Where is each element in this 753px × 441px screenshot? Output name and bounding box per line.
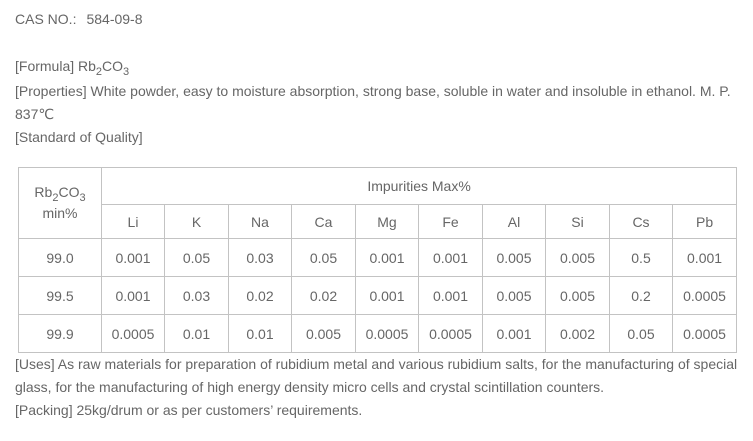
table-corner-header bbox=[19, 168, 102, 239]
corner-formula bbox=[19, 182, 101, 203]
cas-line bbox=[15, 8, 745, 31]
value-cell: 0.005 bbox=[546, 277, 610, 315]
formula-part: CO bbox=[102, 58, 124, 74]
table-row bbox=[19, 277, 737, 315]
cas-label: CAS NO.: bbox=[15, 11, 77, 27]
value-cell: 0.0005 bbox=[356, 315, 419, 353]
purity-cell: 99.0 bbox=[19, 239, 102, 277]
element-header-al: Al bbox=[483, 205, 546, 239]
formula-part: Rb bbox=[78, 58, 96, 74]
formula-part: CO bbox=[58, 184, 80, 200]
value-cell: 0.05 bbox=[610, 315, 673, 353]
value-cell: 0.0005 bbox=[673, 315, 737, 353]
standard-of-quality-line: [Standard of Quality] bbox=[15, 129, 143, 145]
element-header-pb: Pb bbox=[673, 205, 737, 239]
value-cell: 0.005 bbox=[546, 239, 610, 277]
formula-subscript: 2 bbox=[95, 65, 103, 78]
value-cell: 0.01 bbox=[229, 315, 292, 353]
properties-line: [Properties] White powder, easy to moisture absorption, strong base, soluble in water and insoluble in ethanol. M. P. 837℃ bbox=[15, 83, 731, 122]
value-cell: 0.001 bbox=[356, 277, 419, 315]
uses-line: [Uses] As raw materials for preparation of rubidium metal and various rubidium salts, for the manufacturing of special glass, for the manufacturing of high energy density micro cells and crystal scintillation counters. bbox=[15, 356, 738, 395]
value-cell: 0.02 bbox=[229, 277, 292, 315]
table-header-row-elements bbox=[19, 205, 737, 239]
formula-subscript: 3 bbox=[123, 65, 130, 78]
value-cell: 0.02 bbox=[292, 277, 356, 315]
formula-subscript: 3 bbox=[79, 191, 86, 204]
packing-line: [Packing] 25kg/drum or as per customers’ requirements. bbox=[15, 402, 363, 418]
value-cell: 0.03 bbox=[165, 277, 229, 315]
value-cell: 0.001 bbox=[419, 239, 483, 277]
cas-number: 584-09-8 bbox=[86, 11, 143, 27]
value-cell: 0.005 bbox=[292, 315, 356, 353]
impurities-max-header: Impurities Max% bbox=[102, 168, 737, 205]
value-cell: 0.2 bbox=[610, 277, 673, 315]
element-header-k: K bbox=[165, 205, 229, 239]
value-cell: 0.0005 bbox=[102, 315, 165, 353]
value-cell: 0.001 bbox=[102, 239, 165, 277]
value-cell: 0.001 bbox=[673, 239, 737, 277]
blank-line bbox=[15, 31, 745, 55]
table-row bbox=[19, 239, 737, 277]
value-cell: 0.03 bbox=[229, 239, 292, 277]
element-header-si: Si bbox=[546, 205, 610, 239]
value-cell: 0.005 bbox=[483, 277, 546, 315]
table-row bbox=[19, 315, 737, 353]
formula-line bbox=[15, 55, 745, 78]
min-percent-label: min% bbox=[42, 205, 78, 221]
value-cell: 0.05 bbox=[292, 239, 356, 277]
element-header-ca: Ca bbox=[292, 205, 356, 239]
value-cell: 0.0005 bbox=[419, 315, 483, 353]
value-cell: 0.05 bbox=[165, 239, 229, 277]
value-cell: 0.001 bbox=[356, 239, 419, 277]
element-header-cs: Cs bbox=[610, 205, 673, 239]
element-header-li: Li bbox=[102, 205, 165, 239]
value-cell: 0.005 bbox=[483, 239, 546, 277]
purity-cell: 99.5 bbox=[19, 277, 102, 315]
table-header-row-top bbox=[19, 168, 737, 205]
value-cell: 0.5 bbox=[610, 239, 673, 277]
quality-standards-table bbox=[18, 167, 737, 353]
value-cell: 0.002 bbox=[546, 315, 610, 353]
purity-cell: 99.9 bbox=[19, 315, 102, 353]
formula-part: Rb bbox=[34, 184, 53, 200]
value-cell: 0.001 bbox=[483, 315, 546, 353]
value-cell: 0.001 bbox=[419, 277, 483, 315]
element-header-mg: Mg bbox=[356, 205, 419, 239]
formula-subscript: 2 bbox=[52, 191, 59, 204]
chemical-formula bbox=[78, 58, 130, 78]
value-cell: 0.01 bbox=[165, 315, 229, 353]
value-cell: 0.001 bbox=[102, 277, 165, 315]
element-header-na: Na bbox=[229, 205, 292, 239]
element-header-fe: Fe bbox=[419, 205, 483, 239]
formula-label: [Formula] bbox=[15, 58, 79, 74]
value-cell: 0.0005 bbox=[673, 277, 737, 315]
